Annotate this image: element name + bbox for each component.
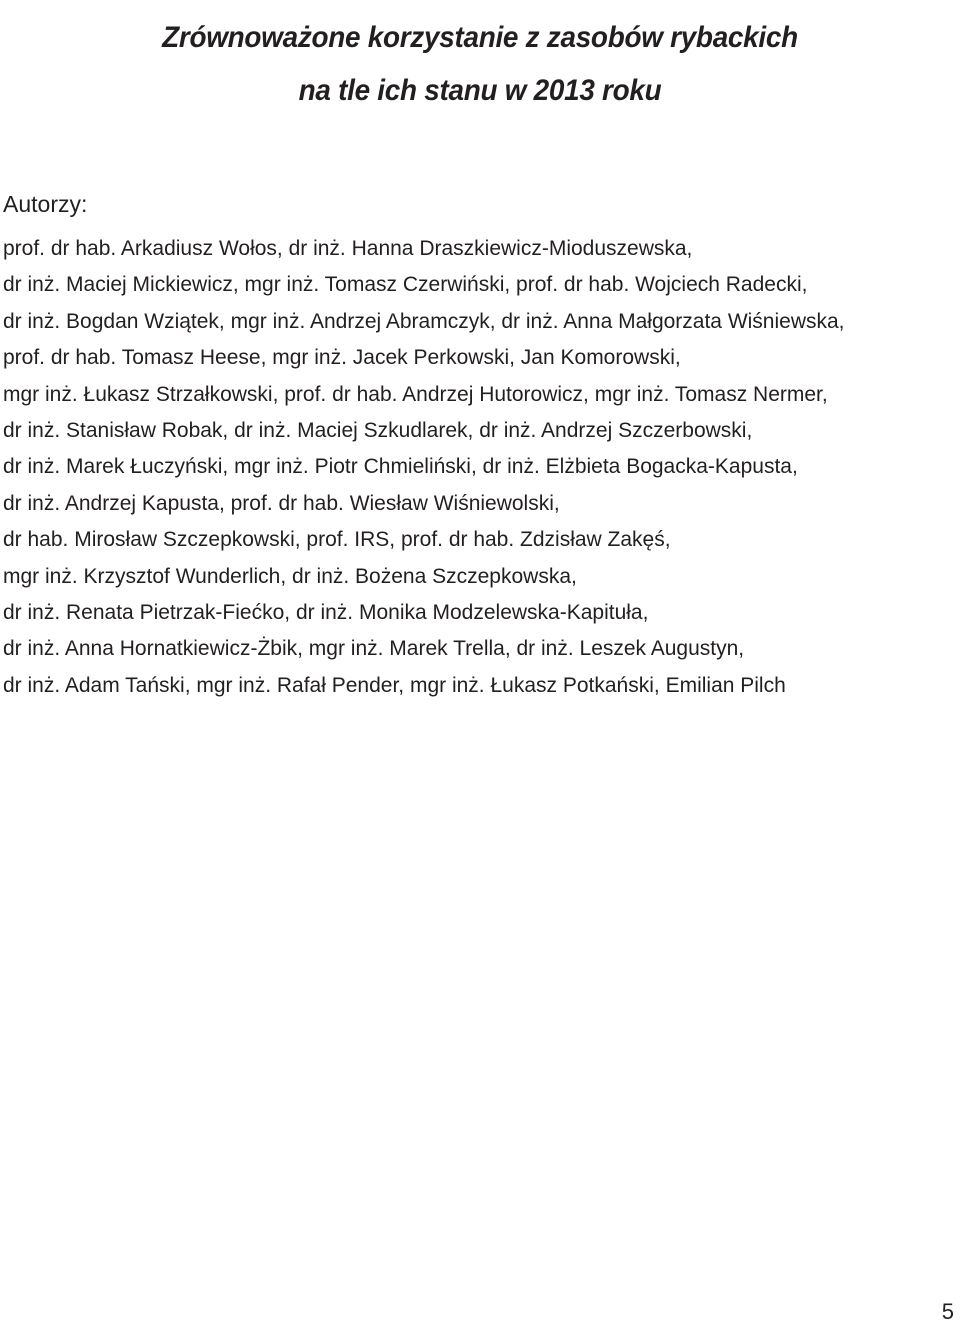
author-line: dr inż. Bogdan Wziątek, mgr inż. Andrzej Abramczyk, dr inż. Anna Małgorzata Wiśniewska, — [3, 309, 845, 333]
author-line: dr inż. Marek Łuczyński, mgr inż. Piotr Chmieliński, dr inż. Elżbieta Bogacka-Kapusta, — [3, 455, 798, 479]
author-line: prof. dr hab. Tomasz Heese, mgr inż. Jacek Perkowski, Jan Komorowski, — [3, 346, 681, 370]
document-title-line-2: na tle ich stanu w 2013 roku — [298, 74, 662, 108]
document-title-line-1: Zrównoważone korzystanie z zasobów rybackich — [162, 21, 798, 55]
authors-heading: Autorzy: — [3, 191, 88, 217]
author-line: mgr inż. Krzysztof Wunderlich, dr inż. Bożena Szczepkowska, — [3, 564, 577, 588]
page-number: 5 — [941, 1299, 954, 1324]
author-line: dr inż. Andrzej Kapusta, prof. dr hab. Wiesław Wiśniewolski, — [3, 491, 560, 515]
author-line: prof. dr hab. Arkadiusz Wołos, dr inż. Hanna Draszkiewicz-Mioduszewska, — [3, 237, 693, 260]
author-line: dr inż. Renata Pietrzak-Fiećko, dr inż. Monika Modzelewska-Kapituła, — [3, 600, 649, 624]
author-line: dr inż. Maciej Mickiewicz, mgr inż. Tomasz Czerwiński, prof. dr hab. Wojciech Radecki, — [3, 273, 808, 297]
author-list — [3, 231, 845, 704]
author-line: dr hab. Mirosław Szczepkowski, prof. IRS, prof. dr hab. Zdzisław Zakęś, — [3, 528, 671, 552]
author-line: dr inż. Stanisław Robak, dr inż. Maciej Szkudlarek, dr inż. Andrzej Szczerbowski, — [3, 418, 753, 442]
author-line: mgr inż. Łukasz Strzałkowski, prof. dr hab. Andrzej Hutorowicz, mgr inż. Tomasz Nermer, — [3, 382, 828, 406]
author-line: dr inż. Adam Tański, mgr inż. Rafał Pender, mgr inż. Łukasz Potkański, Emilian Pilch — [3, 673, 786, 697]
author-line: dr inż. Anna Hornatkiewicz-Żbik, mgr inż. Marek Trella, dr inż. Leszek Augustyn, — [3, 637, 745, 661]
